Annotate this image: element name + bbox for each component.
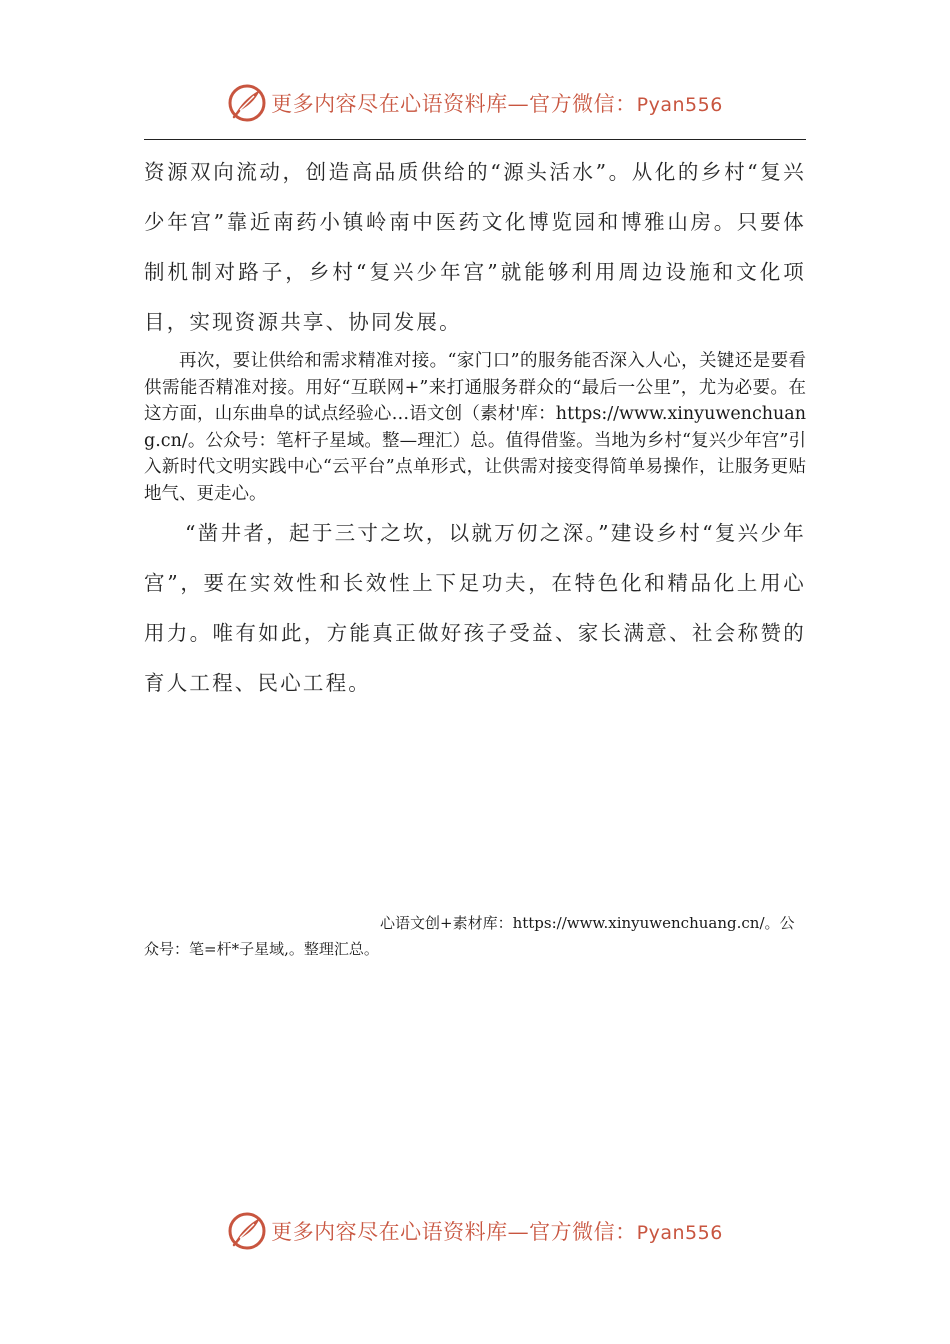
- banner-wechat-id: Pyan556: [636, 1222, 723, 1244]
- body-paragraph-1: 资源双向流动，创造高品质供给的“源头活水”。从化的乡村“复兴少年宫”靠近南药小镇岭南中医药文化博览园和博雅山房。只要体制机制对路子，乡村“复兴少年宫”就能够利用周边设施和文化项目，实现资源共享、协同发展。: [144, 160, 806, 334]
- quill-logo-icon: [227, 83, 267, 123]
- quill-logo-icon: [227, 1211, 267, 1251]
- banner-text: 更多内容尽在心语资料库—官方微信：Pyan556: [271, 1220, 723, 1244]
- header-divider: [144, 139, 806, 140]
- banner-wechat-id: Pyan556: [636, 94, 723, 116]
- source-footnote: 心语文创+素材库：https://www.xinyuwenchuang.cn/。公众号：笔=杆*子星域,。整理汇总。: [144, 914, 795, 958]
- banner-text: 更多内容尽在心语资料库—官方微信：Pyan556: [271, 92, 723, 116]
- body-paragraph-3: “凿井者，起于三寸之坎，以就万仞之深。”建设乡村“复兴少年宫”，要在实效性和长效性上下足功夫，在特色化和精品化上用心用力。唯有如此，方能真正做好孩子受益、家长满意、社会称赞的育人工程、民心工程。: [144, 521, 806, 695]
- footer-banner: [0, 1208, 950, 1254]
- body-paragraph-2: 再次，要让供给和需求精准对接。“家门口”的服务能否深入人心，关键还是要看供需能否精准对接。用好“互联网+”来打通服务群众的“最后一公里”，尤为必要。在这方面，山东曲阜的试点经验心…语文创（素材'库：https://www.xinyuwenchuang.cn/。公众号：笔杆子星域。整—理汇）总。值得借鉴。当地为乡村“复兴少年宫”引入新时代文明实践中心“云平台”点单形式，让供需对接变得简单易操作，让服务更贴地气、更走心。: [144, 351, 806, 504]
- header-banner: [0, 80, 950, 126]
